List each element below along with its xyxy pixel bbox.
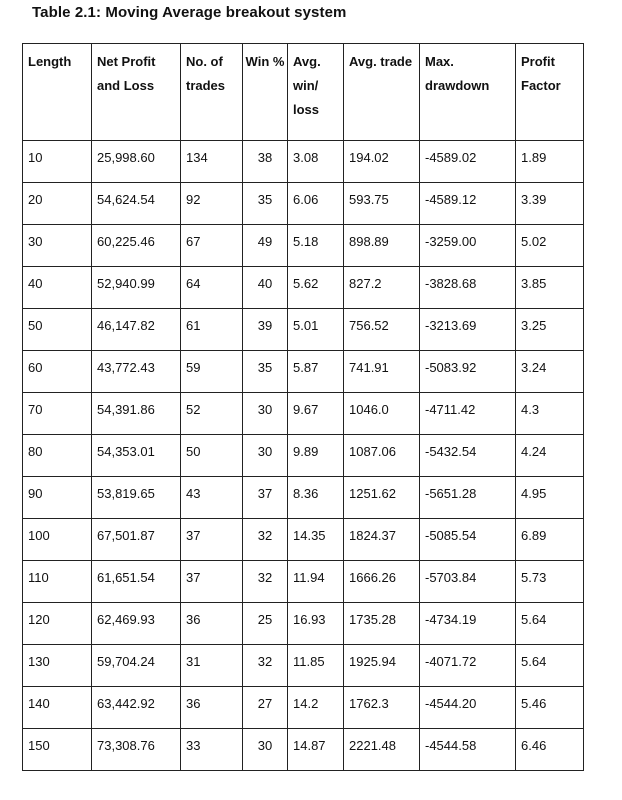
- table-cell: 3.25: [516, 309, 584, 351]
- table-cell: 741.91: [344, 351, 420, 393]
- table-cell: 593.75: [344, 183, 420, 225]
- table-cell: 52: [181, 393, 243, 435]
- table-row: [23, 393, 584, 435]
- table-cell: 35: [243, 183, 288, 225]
- table-cell: 25: [243, 603, 288, 645]
- table-cell: 14.35: [288, 519, 344, 561]
- table-cell: 53,819.65: [92, 477, 181, 519]
- table-cell: -3213.69: [420, 309, 516, 351]
- table-cell: -4071.72: [420, 645, 516, 687]
- table-row: [23, 435, 584, 477]
- table-cell: 5.62: [288, 267, 344, 309]
- table-row: [23, 687, 584, 729]
- table-caption: Table 2.1: Moving Average breakout system: [32, 4, 347, 21]
- table-cell: -4589.02: [420, 141, 516, 183]
- table-cell: 1735.28: [344, 603, 420, 645]
- table-cell: 64: [181, 267, 243, 309]
- table-cell: 36: [181, 603, 243, 645]
- table-row: [23, 225, 584, 267]
- table-cell: 73,308.76: [92, 729, 181, 771]
- table-cell: -5703.84: [420, 561, 516, 603]
- table-cell: 150: [23, 729, 92, 771]
- table-cell: 5.18: [288, 225, 344, 267]
- table-cell: 1824.37: [344, 519, 420, 561]
- table-cell: 63,442.92: [92, 687, 181, 729]
- table-cell: -4544.58: [420, 729, 516, 771]
- table-cell: 3.85: [516, 267, 584, 309]
- table-cell: 30: [243, 729, 288, 771]
- column-header: Win %: [243, 44, 288, 141]
- table-cell: 31: [181, 645, 243, 687]
- table-row: [23, 603, 584, 645]
- table-cell: 30: [243, 435, 288, 477]
- table-cell: 1046.0: [344, 393, 420, 435]
- table-body: [23, 141, 584, 771]
- table-cell: 4.24: [516, 435, 584, 477]
- table-cell: 67: [181, 225, 243, 267]
- table-cell: 20: [23, 183, 92, 225]
- table-cell: -4734.19: [420, 603, 516, 645]
- table-cell: 2221.48: [344, 729, 420, 771]
- table-row: [23, 645, 584, 687]
- table-cell: 70: [23, 393, 92, 435]
- table-cell: 827.2: [344, 267, 420, 309]
- table-cell: 37: [181, 519, 243, 561]
- column-header: Avg. trade: [344, 44, 420, 141]
- table-cell: 32: [243, 519, 288, 561]
- table-cell: 6.06: [288, 183, 344, 225]
- table-cell: 9.89: [288, 435, 344, 477]
- table-cell: 5.46: [516, 687, 584, 729]
- table-cell: -4589.12: [420, 183, 516, 225]
- table-cell: 30: [243, 393, 288, 435]
- table-row: [23, 519, 584, 561]
- table-cell: 120: [23, 603, 92, 645]
- table-cell: -3259.00: [420, 225, 516, 267]
- column-header: No. of trades: [181, 44, 243, 141]
- table-cell: 33: [181, 729, 243, 771]
- table-cell: 1666.26: [344, 561, 420, 603]
- table-cell: 30: [23, 225, 92, 267]
- table-cell: 4.3: [516, 393, 584, 435]
- table-cell: 38: [243, 141, 288, 183]
- table-cell: 37: [243, 477, 288, 519]
- table-cell: 194.02: [344, 141, 420, 183]
- table-cell: -4711.42: [420, 393, 516, 435]
- table-row: [23, 267, 584, 309]
- column-header: Avg. win/ loss: [288, 44, 344, 141]
- table-row: [23, 309, 584, 351]
- table-cell: 898.89: [344, 225, 420, 267]
- table-cell: 62,469.93: [92, 603, 181, 645]
- table-row: [23, 141, 584, 183]
- table-cell: 1925.94: [344, 645, 420, 687]
- table-cell: 3.24: [516, 351, 584, 393]
- table-cell: 100: [23, 519, 92, 561]
- table-cell: -5651.28: [420, 477, 516, 519]
- table-cell: 130: [23, 645, 92, 687]
- table-cell: 50: [181, 435, 243, 477]
- table-row: [23, 351, 584, 393]
- table-cell: 40: [243, 267, 288, 309]
- table-cell: 4.95: [516, 477, 584, 519]
- table-cell: 6.89: [516, 519, 584, 561]
- table-cell: 46,147.82: [92, 309, 181, 351]
- table-cell: 25,998.60: [92, 141, 181, 183]
- table-cell: 52,940.99: [92, 267, 181, 309]
- table-cell: 92: [181, 183, 243, 225]
- table-cell: 32: [243, 561, 288, 603]
- table-cell: 59,704.24: [92, 645, 181, 687]
- table-cell: 80: [23, 435, 92, 477]
- table-cell: 36: [181, 687, 243, 729]
- table-cell: 35: [243, 351, 288, 393]
- table-cell: 54,391.86: [92, 393, 181, 435]
- table-cell: 3.39: [516, 183, 584, 225]
- table-cell: 32: [243, 645, 288, 687]
- table-cell: 60,225.46: [92, 225, 181, 267]
- table-row: [23, 477, 584, 519]
- table-cell: 110: [23, 561, 92, 603]
- table-row: [23, 561, 584, 603]
- table-cell: 1762.3: [344, 687, 420, 729]
- table-cell: 59: [181, 351, 243, 393]
- table-cell: 3.08: [288, 141, 344, 183]
- table-cell: 49: [243, 225, 288, 267]
- table-cell: -5083.92: [420, 351, 516, 393]
- table-cell: 90: [23, 477, 92, 519]
- table-row: [23, 729, 584, 771]
- table-cell: 14.87: [288, 729, 344, 771]
- table-cell: 11.85: [288, 645, 344, 687]
- table-cell: 134: [181, 141, 243, 183]
- table-cell: -4544.20: [420, 687, 516, 729]
- table-cell: 43,772.43: [92, 351, 181, 393]
- table-cell: 40: [23, 267, 92, 309]
- table-cell: 1087.06: [344, 435, 420, 477]
- table-cell: 5.73: [516, 561, 584, 603]
- column-header: Length: [23, 44, 92, 141]
- table-cell: 39: [243, 309, 288, 351]
- table-cell: 1251.62: [344, 477, 420, 519]
- table-cell: 61,651.54: [92, 561, 181, 603]
- table-cell: 50: [23, 309, 92, 351]
- table-cell: 5.01: [288, 309, 344, 351]
- table-cell: -3828.68: [420, 267, 516, 309]
- table-cell: 10: [23, 141, 92, 183]
- table-row: [23, 183, 584, 225]
- table-cell: 54,353.01: [92, 435, 181, 477]
- results-table: [22, 43, 584, 771]
- table-cell: 8.36: [288, 477, 344, 519]
- table-cell: 5.64: [516, 603, 584, 645]
- table-cell: 14.2: [288, 687, 344, 729]
- column-header: Profit Factor: [516, 44, 584, 141]
- table-cell: 5.87: [288, 351, 344, 393]
- table-cell: -5432.54: [420, 435, 516, 477]
- table-cell: 54,624.54: [92, 183, 181, 225]
- column-header: Max. drawdown: [420, 44, 516, 141]
- table-cell: -5085.54: [420, 519, 516, 561]
- column-header: Net Profit and Loss: [92, 44, 181, 141]
- table-cell: 27: [243, 687, 288, 729]
- table-cell: 67,501.87: [92, 519, 181, 561]
- table-cell: 37: [181, 561, 243, 603]
- table-cell: 140: [23, 687, 92, 729]
- table-cell: 11.94: [288, 561, 344, 603]
- table-cell: 756.52: [344, 309, 420, 351]
- table-cell: 5.64: [516, 645, 584, 687]
- table-cell: 9.67: [288, 393, 344, 435]
- table-cell: 6.46: [516, 729, 584, 771]
- table-cell: 60: [23, 351, 92, 393]
- table-cell: 43: [181, 477, 243, 519]
- table-cell: 61: [181, 309, 243, 351]
- table-cell: 5.02: [516, 225, 584, 267]
- table-cell: 16.93: [288, 603, 344, 645]
- header-row: [23, 44, 584, 141]
- table-cell: 1.89: [516, 141, 584, 183]
